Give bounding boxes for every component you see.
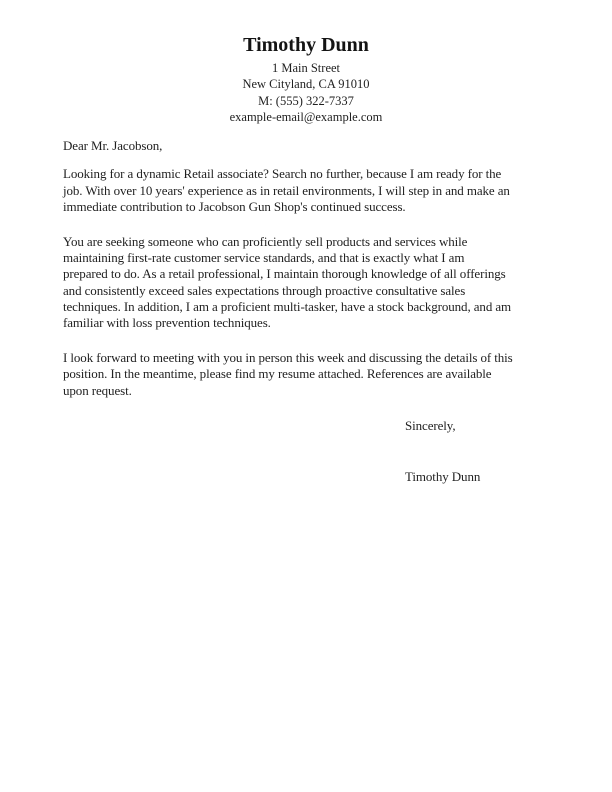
sender-name: Timothy Dunn <box>243 34 369 56</box>
paragraph-line: maintaining first-rate customer service standards, and that is exactly what I am <box>63 250 465 266</box>
body-paragraph-3 <box>63 350 562 399</box>
paragraph-line: I look forward to meeting with you in person this week and discussing the details of this <box>63 350 513 366</box>
closing-salutation: Sincerely, <box>405 417 456 433</box>
paragraph-line: Looking for a dynamic Retail associate? Search no further, because I am ready for the <box>63 166 502 182</box>
signature-name: Timothy Dunn <box>405 469 481 485</box>
sender-address-city: New Cityland, CA 91010 <box>242 77 370 92</box>
paragraph-line: job. With over 10 years' experience as in retail environments, I will step in and make an <box>63 182 510 198</box>
paragraph-line: You are seeking someone who can proficiently sell products and services while <box>63 234 468 249</box>
paragraph-line: techniques. In addition, I am a proficient multi-tasker, have a stock background, and am <box>63 298 512 314</box>
letter-body <box>63 138 562 485</box>
paragraph-line: upon request. <box>63 382 132 398</box>
paragraph-line: position. In the meantime, please find my resume attached. References are available <box>63 366 492 382</box>
salutation: Dear Mr. Jacobson, <box>63 138 163 154</box>
letter-header <box>0 0 612 125</box>
sender-phone: M: (555) 322-7337 <box>258 93 354 108</box>
sender-email: example-email@example.com <box>229 109 383 124</box>
paragraph-line: and consistently exceed sales expectations through proactive consultative sales <box>63 282 466 298</box>
body-paragraph-2 <box>63 234 562 331</box>
paragraph-line: immediate contribution to Jacobson Gun Shop's continued success. <box>63 198 406 214</box>
paragraph-line: prepared to do. As a retail professional, I maintain thorough knowledge of all offerings <box>63 266 506 282</box>
sender-address-street: 1 Main Street <box>271 61 341 75</box>
paragraph-line: familiar with loss prevention techniques. <box>63 315 271 331</box>
body-paragraph-1 <box>63 166 562 215</box>
